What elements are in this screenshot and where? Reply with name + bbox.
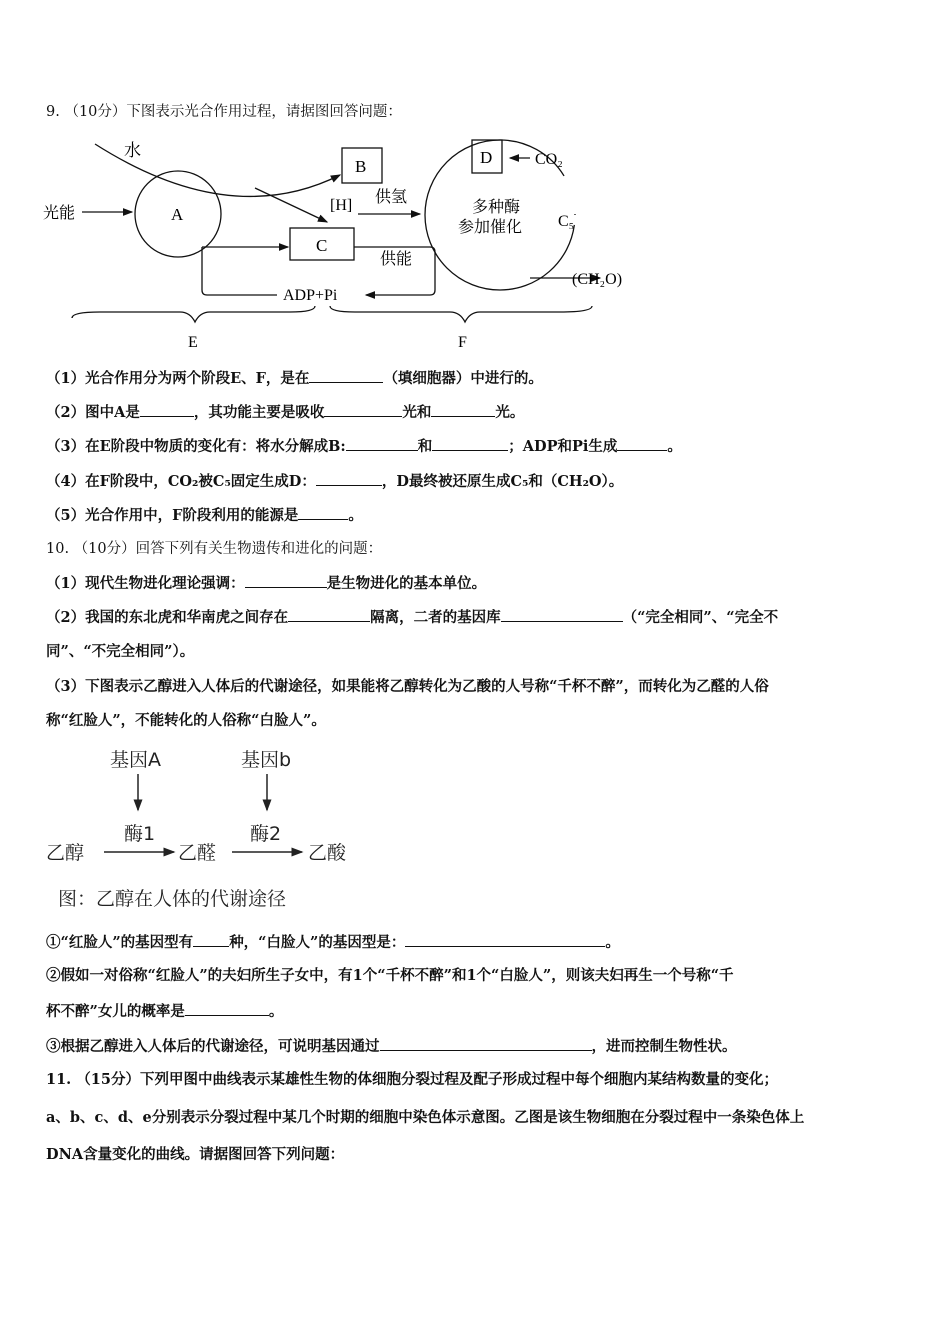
text: （4）在F阶段中，CO₂被C₅固定生成D：: [46, 473, 316, 490]
q11-line-1: 11. （15分）下列甲图中曲线表示某雄性生物的体细胞分裂过程及配子形成过程中每个细胞内某结构数量的变化；: [46, 1071, 778, 1088]
label-C: C: [316, 236, 328, 255]
answer-blank[interactable]: [617, 436, 667, 451]
label-H: [H]: [330, 197, 353, 214]
q10-sub-2-cont: [46, 1001, 283, 1022]
q10-item-3-cont: 称“红脸人”，不能转化的人俗称“白脸人”。: [46, 712, 326, 729]
text: 杯不醉”女儿的概率是: [46, 1003, 185, 1020]
ch2o-label: (CH₂O): [572, 271, 623, 288]
q9-item-4: [46, 471, 623, 492]
text: 。: [348, 507, 363, 524]
text: （“完全相同”、“完全不: [622, 609, 779, 626]
q10-item-2-cont: 同”、“不完全相同”）。: [46, 643, 195, 660]
enzymes-label-1: 多种酶: [472, 197, 521, 216]
enzymes-label-2: 参加催化: [458, 217, 523, 236]
text: （5）光合作用中，F阶段利用的能源是: [46, 507, 299, 524]
answer-blank[interactable]: [140, 402, 194, 417]
text: ③根据乙醇进入人体后的代谢途径，可说明基因通过: [46, 1038, 380, 1055]
label-A: A: [171, 205, 184, 224]
text: 光和: [402, 404, 432, 421]
text: （2）我国的东北虎和华南虎之间存在: [46, 609, 289, 626]
text: （2）图中A是: [46, 404, 140, 421]
answer-blank[interactable]: [185, 1001, 269, 1016]
q10-item-1: [46, 573, 486, 594]
answer-blank[interactable]: [405, 932, 605, 947]
q9-item-3: [46, 436, 682, 457]
acetic-acid-label: 乙酸: [308, 842, 347, 864]
label-F: F: [458, 334, 467, 351]
light-energy-label: 光能: [43, 203, 76, 222]
photosynthesis-diagram: [40, 130, 650, 355]
label-E: E: [188, 334, 198, 351]
text: ，其功能主要是吸收: [193, 404, 325, 421]
ethanol-label: 乙醇: [46, 842, 85, 864]
answer-blank[interactable]: [431, 402, 495, 417]
q10-sub-3: [46, 1036, 737, 1057]
answer-blank[interactable]: [501, 607, 623, 622]
text: ，进而控制生物性状。: [591, 1038, 737, 1055]
text: ；ADP和Pi生成: [508, 438, 618, 455]
answer-blank[interactable]: [380, 1036, 592, 1051]
text: ，D最终被还原生成C₅和（CH₂O）。: [381, 473, 624, 490]
text: ①“红脸人”的基因型有: [46, 934, 194, 951]
enzyme-1-label: 酶1: [124, 823, 156, 845]
c5-label: C₅: [558, 213, 575, 230]
q9-header: 9. （10分）下图表示光合作用过程，请据图回答问题：: [46, 104, 402, 120]
answer-blank[interactable]: [432, 436, 508, 451]
label-D: D: [480, 148, 493, 167]
ethanol-metabolism-diagram: [44, 742, 364, 917]
q10-sub-2: ②假如一对俗称“红脸人”的夫妇所生子女中，有1个“千杯不醉”和1个“白脸人”，则该夫妇再生一个号称“千: [46, 967, 734, 984]
text: 。: [605, 934, 620, 951]
supply-energy-label: 供能: [380, 249, 413, 268]
text: 和: [417, 438, 433, 455]
answer-blank[interactable]: [193, 932, 229, 947]
q9-item-2: [46, 402, 524, 423]
text: （1）光合作用分为两个阶段E、F，是在: [46, 370, 310, 387]
adp-pi-label: ADP+Pi: [283, 287, 338, 304]
text: 。: [268, 1003, 284, 1020]
answer-blank[interactable]: [316, 471, 382, 486]
q11-line-3: DNA含量变化的曲线。请据图回答下列问题：: [46, 1146, 345, 1163]
q9-item-1: [46, 368, 543, 389]
answer-blank[interactable]: [324, 402, 402, 417]
answer-blank[interactable]: [288, 607, 370, 622]
label-B: B: [355, 157, 367, 176]
answer-blank[interactable]: [309, 368, 383, 383]
answer-blank[interactable]: [346, 436, 418, 451]
water-label: 水: [124, 141, 141, 161]
text: 。: [667, 438, 682, 455]
text: 隔离，二者的基因库: [370, 609, 501, 626]
text: 是生物进化的基本单位。: [326, 575, 487, 592]
text: （1）现代生物进化理论强调：: [46, 575, 245, 592]
q10-item-3: （3）下图表示乙醇进入人体后的代谢途径，如果能将乙醇转化为乙酸的人号称“千杯不醉”，而转化为乙醛的人俗: [46, 678, 769, 695]
text: 光。: [495, 404, 525, 421]
acetaldehyde-label: 乙醛: [178, 842, 217, 864]
text: （3）在E阶段中物质的变化有：将水分解成B:: [46, 438, 346, 455]
q11-line-2: a、b、c、d、e分别表示分裂过程中某几个时期的细胞中染色体示意图。乙图是该生物细胞在分裂过程中一条染色体上: [46, 1109, 805, 1126]
q10-sub-1: [46, 932, 620, 953]
q10-header: 10. （10分）回答下列有关生物遗传和进化的问题：: [46, 541, 383, 557]
gene-A-label: 基因A: [110, 749, 161, 771]
answer-blank[interactable]: [245, 573, 327, 588]
text: （填细胞器）中进行的。: [383, 370, 543, 387]
q9-item-5: [46, 505, 363, 526]
co2-label: CO₂: [535, 151, 563, 168]
enzyme-2-label: 酶2: [250, 823, 282, 845]
answer-blank[interactable]: [298, 505, 348, 520]
gene-b-label: 基因b: [241, 749, 292, 771]
diagram-caption: 图：乙醇在人体的代谢途径: [58, 888, 287, 910]
supply-hydrogen-label: 供氢: [375, 187, 408, 206]
q10-item-2: [46, 607, 778, 628]
text: 种，“白脸人”的基因型是：: [229, 934, 406, 951]
